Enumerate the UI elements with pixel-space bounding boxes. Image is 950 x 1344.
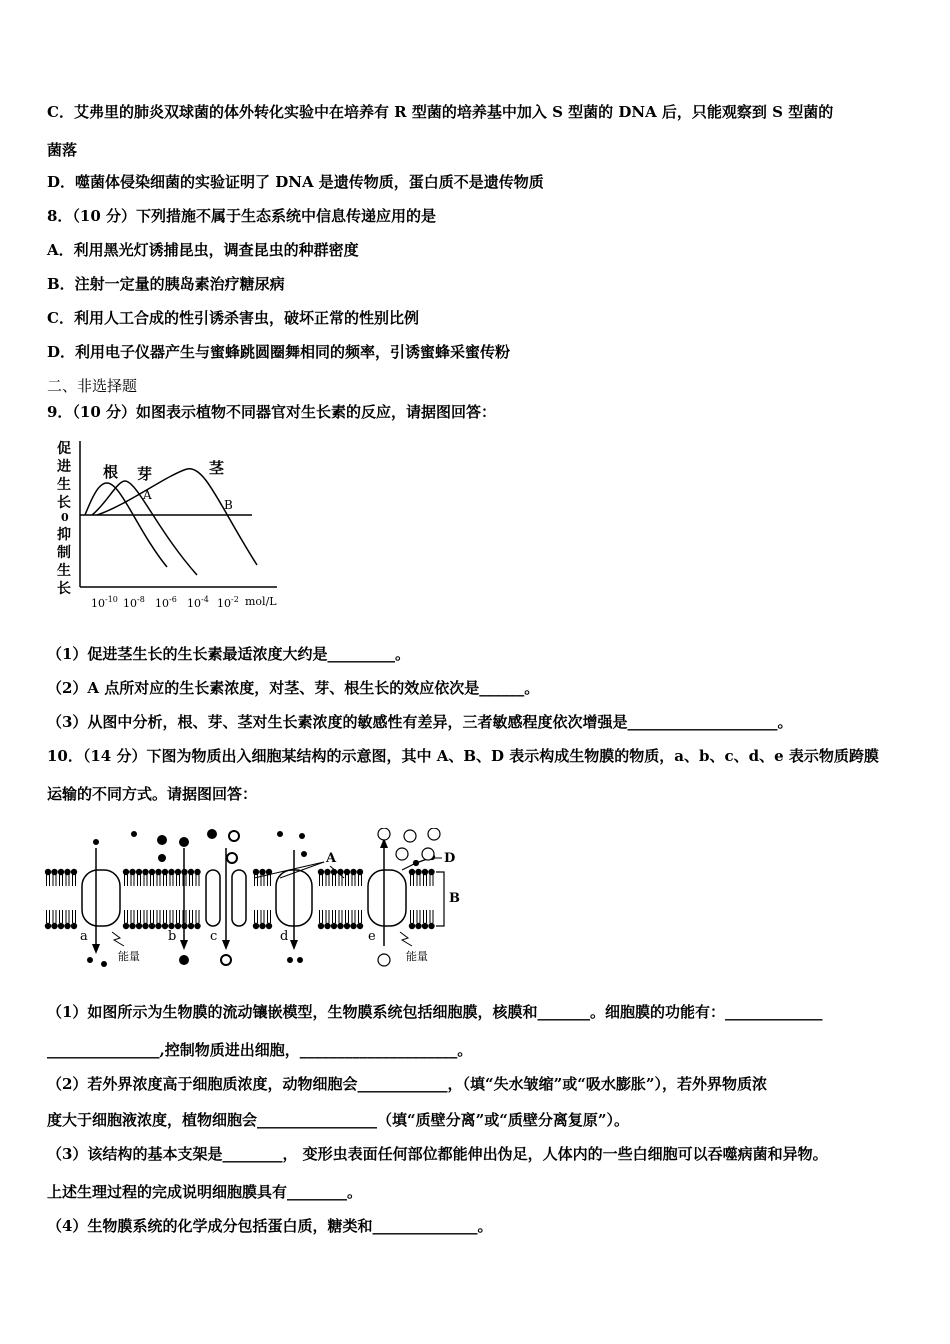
phospholipid <box>428 869 434 929</box>
phospholipid <box>266 869 272 929</box>
q8-stem: 8．（10 分）下列措施不属于生态系统中信息传递应用的是 <box>47 207 437 225</box>
q10-sub1-line2: _______________,控制物质进出细胞，_____________________。 <box>47 1041 473 1059</box>
q9-sub1: （1）促进茎生长的生长素最适浓度大约是_________。 <box>47 645 410 663</box>
q9-stem: 9．（10 分）如图表示植物不同器官对生长素的反应，请据图回答： <box>47 403 497 421</box>
q7-option-c-line1: C．艾弗里的肺炎双球菌的体外转化实验中在培养有 R 型菌的培养基中加入 S 型菌的 DNA 后，只能观察到 S 型菌的 <box>47 103 834 121</box>
x-tick-label: $10^{-4}$ <box>187 595 209 610</box>
label-D: D <box>444 851 456 866</box>
svg-text:生: 生 <box>57 477 71 493</box>
membrane-diagram <box>44 828 474 970</box>
svg-text:抑: 抑 <box>57 527 71 543</box>
point-b-label: B <box>224 498 233 512</box>
protein-e <box>368 870 406 926</box>
q10-sub4: （4）生物膜系统的化学成分包括蛋白质，糖类和______________。 <box>47 1217 493 1235</box>
label-c: c <box>210 929 218 944</box>
root-curve <box>85 483 167 567</box>
svg-text:制: 制 <box>57 545 71 561</box>
phospholipid <box>123 869 129 929</box>
label-A: A <box>326 851 337 866</box>
root-label: 根 <box>103 463 119 481</box>
x-tick-labels <box>91 595 239 610</box>
q10-sub3-line2: 上述生理过程的完成说明细胞膜具有________。 <box>47 1183 363 1201</box>
auxin-chart <box>47 435 297 615</box>
phospholipid <box>149 869 155 929</box>
point-a-label: A <box>143 488 152 502</box>
phospholipid <box>357 869 363 929</box>
y-axis-label <box>56 440 71 597</box>
phospholipid <box>168 869 174 929</box>
label-d: d <box>280 929 289 944</box>
phospholipid <box>129 869 135 929</box>
bud-label: 芽 <box>137 465 153 483</box>
x-unit-label: mol/L <box>245 595 277 608</box>
x-tick-label: $10^{-10}$ <box>91 595 118 610</box>
q7-option-d: D．噬菌体侵染细菌的实验证明了 DNA 是遗传物质，蛋白质不是遗传物质 <box>47 173 544 191</box>
svg-text:生: 生 <box>57 563 71 579</box>
svg-text:0: 0 <box>61 511 69 524</box>
phospholipid <box>422 869 428 929</box>
q8-option-c: C．利用人工合成的性引诱杀害虫，破坏正常的性别比例 <box>47 309 419 327</box>
label-B: B <box>449 891 460 906</box>
phospholipid <box>175 869 181 929</box>
label-b: b <box>168 929 177 944</box>
phospholipid <box>350 869 356 929</box>
arrow-b-head <box>180 940 188 950</box>
phospholipid <box>162 869 168 929</box>
phospholipid <box>409 869 415 929</box>
x-tick-label: $10^{-8}$ <box>123 595 145 610</box>
q8-option-b: B．注射一定量的胰岛素治疗糖尿病 <box>47 275 285 293</box>
q10-stem-line2: 运输的不同方式。请据图回答： <box>47 785 258 803</box>
phospholipid <box>344 869 350 929</box>
q10-sub1-line1: （1）如图所示为生物膜的流动镶嵌模型，生物膜系统包括细胞膜，核膜和_______。细胞膜的功能有：_____________ <box>47 1003 823 1021</box>
phospholipid <box>188 869 194 929</box>
phospholipid <box>155 869 161 929</box>
phospholipid <box>337 869 343 929</box>
phospholipid <box>318 869 324 929</box>
arrow-a-head <box>92 944 100 954</box>
phospholipid <box>415 869 421 929</box>
energy-zigzag-2 <box>400 932 412 946</box>
svg-text:长: 长 <box>57 581 71 597</box>
q9-sub3: （3）从图中分析，根、芽、茎对生长素浓度的敏感性有差异，三者敏感程度依次增强是____________________。 <box>47 713 793 731</box>
q8-option-a: A．利用黑光灯诱捕昆虫，调查昆虫的种群密度 <box>47 241 359 259</box>
phospholipid <box>194 869 200 929</box>
energy-label-1: 能量 <box>118 950 140 963</box>
phospholipid <box>331 869 337 929</box>
arrow-c-head <box>222 940 230 950</box>
q8-option-d: D．利用电子仪器产生与蜜蜂跳圆圈舞相同的频率，引诱蜜蜂采蜜传粉 <box>47 343 511 361</box>
svg-text:进: 进 <box>57 459 71 475</box>
phospholipid <box>58 869 64 929</box>
q10-sub2-line1: （2）若外界浓度高于细胞质浓度，动物细胞会____________，（填“失水皱缩”或“吸水膨胀”），若外界物质浓 <box>47 1075 767 1093</box>
arrow-d-head <box>290 940 298 950</box>
stem-label: 茎 <box>209 459 225 477</box>
q7-option-c-line2: 菌落 <box>47 141 78 159</box>
phospholipid <box>71 869 77 929</box>
phospholipid <box>142 869 148 929</box>
phospholipid <box>259 869 265 929</box>
bracket-b <box>436 872 444 926</box>
phospholipid <box>64 869 70 929</box>
section-heading: 二、非选择题 <box>47 377 138 395</box>
protein-a <box>82 870 120 926</box>
q10-sub3-line1: （3）该结构的基本支架是________， 变形虫表面任何部位都能伸出伪足，人体内的一些白细胞可以吞噬病菌和异物。 <box>47 1145 828 1163</box>
phospholipid <box>324 869 330 929</box>
x-tick-label: $10^{-6}$ <box>155 595 177 610</box>
phospholipid <box>51 869 57 929</box>
q10-stem-line1: 10．（14 分）下图为物质出入细胞某结构的示意图，其中 A、B、D 表示构成生物膜的物质，a、b、c、d、e 表示物质跨膜 <box>47 747 879 765</box>
label-a: a <box>80 929 88 944</box>
phospholipid <box>45 869 51 929</box>
energy-zigzag-1 <box>112 932 124 946</box>
phospholipid <box>136 869 142 929</box>
x-tick-label: $10^{-2}$ <box>217 595 239 610</box>
molecules-outside <box>93 828 440 863</box>
q9-sub2: （2）A 点所对应的生长素浓度，对茎、芽、根生长的效应依次是______。 <box>47 679 540 697</box>
q10-sub2-line2: 度大于细胞液浓度，植物细胞会________________（填“质壁分离”或“质壁分离复原”）。 <box>47 1111 630 1129</box>
energy-label-2: 能量 <box>406 950 428 963</box>
svg-text:长: 长 <box>57 495 71 511</box>
svg-text:促: 促 <box>57 441 71 457</box>
label-e: e <box>368 929 376 944</box>
